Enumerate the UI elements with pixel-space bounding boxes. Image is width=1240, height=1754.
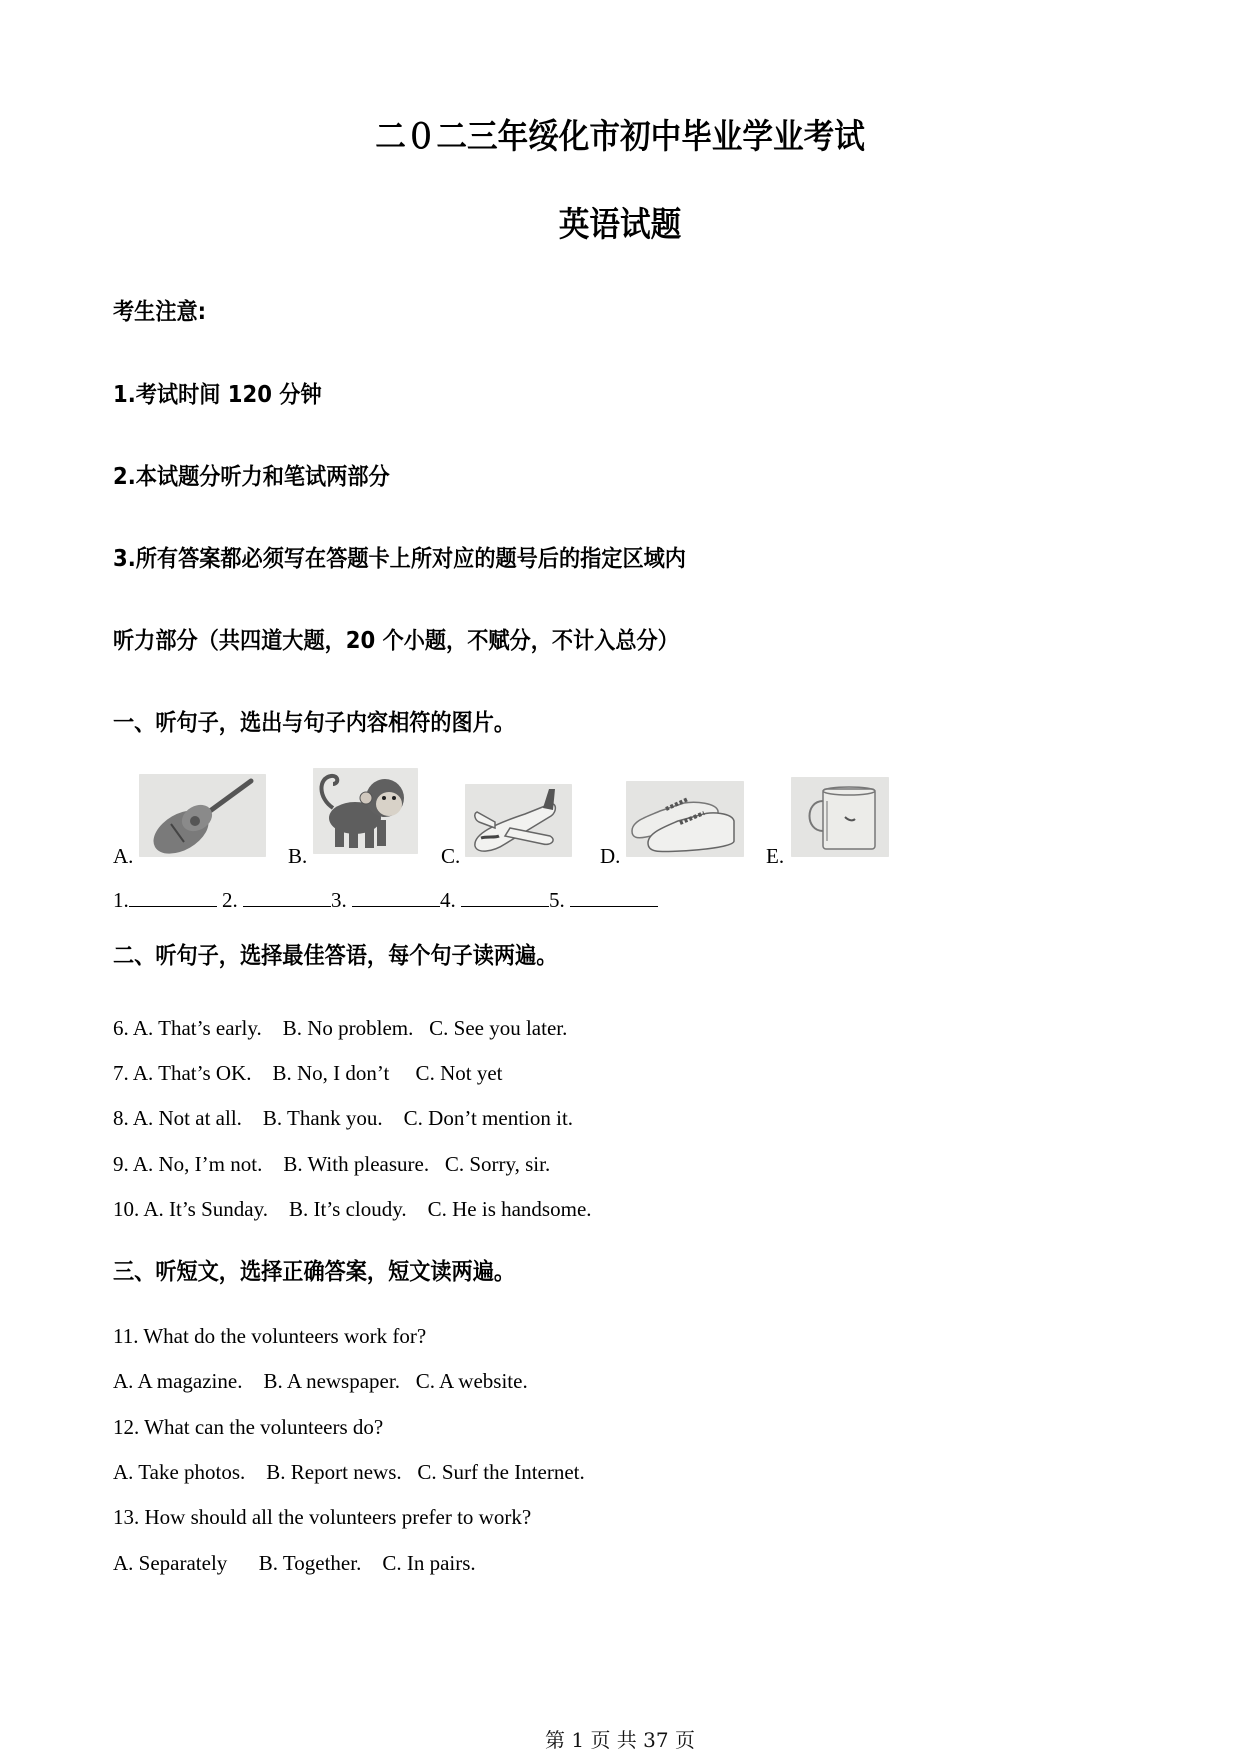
blank-label-2: 2.: [222, 888, 243, 912]
answer-blank-1[interactable]: [129, 888, 217, 907]
blank-label-1: 1.: [113, 888, 129, 912]
listening-header: 听力部分（共四道大题，20 个小题，不赋分，不计入总分）: [113, 628, 679, 654]
monkey-icon: [313, 768, 418, 854]
mug-icon: [791, 777, 889, 857]
sneakers-icon: [626, 781, 744, 857]
option-label-b: B.: [288, 844, 308, 868]
question-12-options: A. Take photos. B. Report news. C. Surf the Internet.: [113, 1460, 585, 1484]
option-label-a: A.: [113, 844, 134, 868]
blank-label-4: 4.: [440, 888, 461, 912]
question-13: 13. How should all the volunteers prefer to work?: [113, 1505, 532, 1529]
airplane-icon: [465, 784, 572, 857]
page-footer: 第 1 页 共 37 页: [545, 1728, 695, 1752]
option-label-e: E.: [766, 844, 785, 868]
section3-heading: 三、听短文，选择正确答案，短文读两遍。: [113, 1259, 516, 1285]
answer-blank-4[interactable]: [461, 888, 549, 907]
notice-item-1: 1.考试时间 120 分钟: [113, 382, 322, 408]
airplane-picture: [465, 784, 572, 857]
question-8: 8. A. Not at all. B. Thank you. C. Don’t mention it.: [113, 1106, 574, 1130]
answer-blank-2[interactable]: [243, 888, 331, 907]
question-11: 11. What do the volunteers work for?: [113, 1324, 427, 1348]
question-11-options: A. A magazine. B. A newspaper. C. A website.: [113, 1369, 528, 1393]
blank-label-5: 5.: [549, 888, 570, 912]
question-13-options: A. Separately B. Together. C. In pairs.: [113, 1551, 476, 1575]
notice-item-3: 3.所有答案都必须写在答题卡上所对应的题号后的指定区域内: [113, 546, 686, 572]
question-12: 12. What can the volunteers do?: [113, 1415, 384, 1439]
question-7: 7. A. That’s OK. B. No, I don’t C. Not yet: [113, 1061, 503, 1085]
guitar-icon: [139, 774, 266, 857]
exam-title: 二０二三年绥化市初中毕业学业考试: [375, 117, 865, 157]
answer-blank-5[interactable]: [570, 888, 658, 907]
question-10: 10. A. It’s Sunday. B. It’s cloudy. C. He is handsome.: [113, 1197, 592, 1221]
sneakers-picture: [626, 781, 744, 857]
mug-picture: [791, 777, 889, 857]
option-label-d: D.: [600, 844, 621, 868]
option-label-c: C.: [441, 844, 461, 868]
monkey-picture: [313, 768, 418, 854]
answer-blank-3[interactable]: [352, 888, 440, 907]
notice-heading: 考生注意:: [113, 299, 207, 325]
answer-blanks-row: [113, 887, 658, 913]
section1-heading: 一、听句子，选出与句子内容相符的图片。: [113, 710, 516, 736]
blank-label-3: 3.: [331, 888, 352, 912]
section2-heading: 二、听句子，选择最佳答语，每个句子读两遍。: [113, 943, 558, 969]
question-9: 9. A. No, I’m not. B. With pleasure. C. Sorry, sir.: [113, 1152, 551, 1176]
question-6: 6. A. That’s early. B. No problem. C. See you later.: [113, 1016, 568, 1040]
notice-item-2: 2.本试题分听力和笔试两部分: [113, 464, 390, 490]
picture-options: [113, 766, 1013, 866]
guitar-picture: [139, 774, 266, 857]
exam-subtitle: 英语试题: [558, 205, 682, 245]
